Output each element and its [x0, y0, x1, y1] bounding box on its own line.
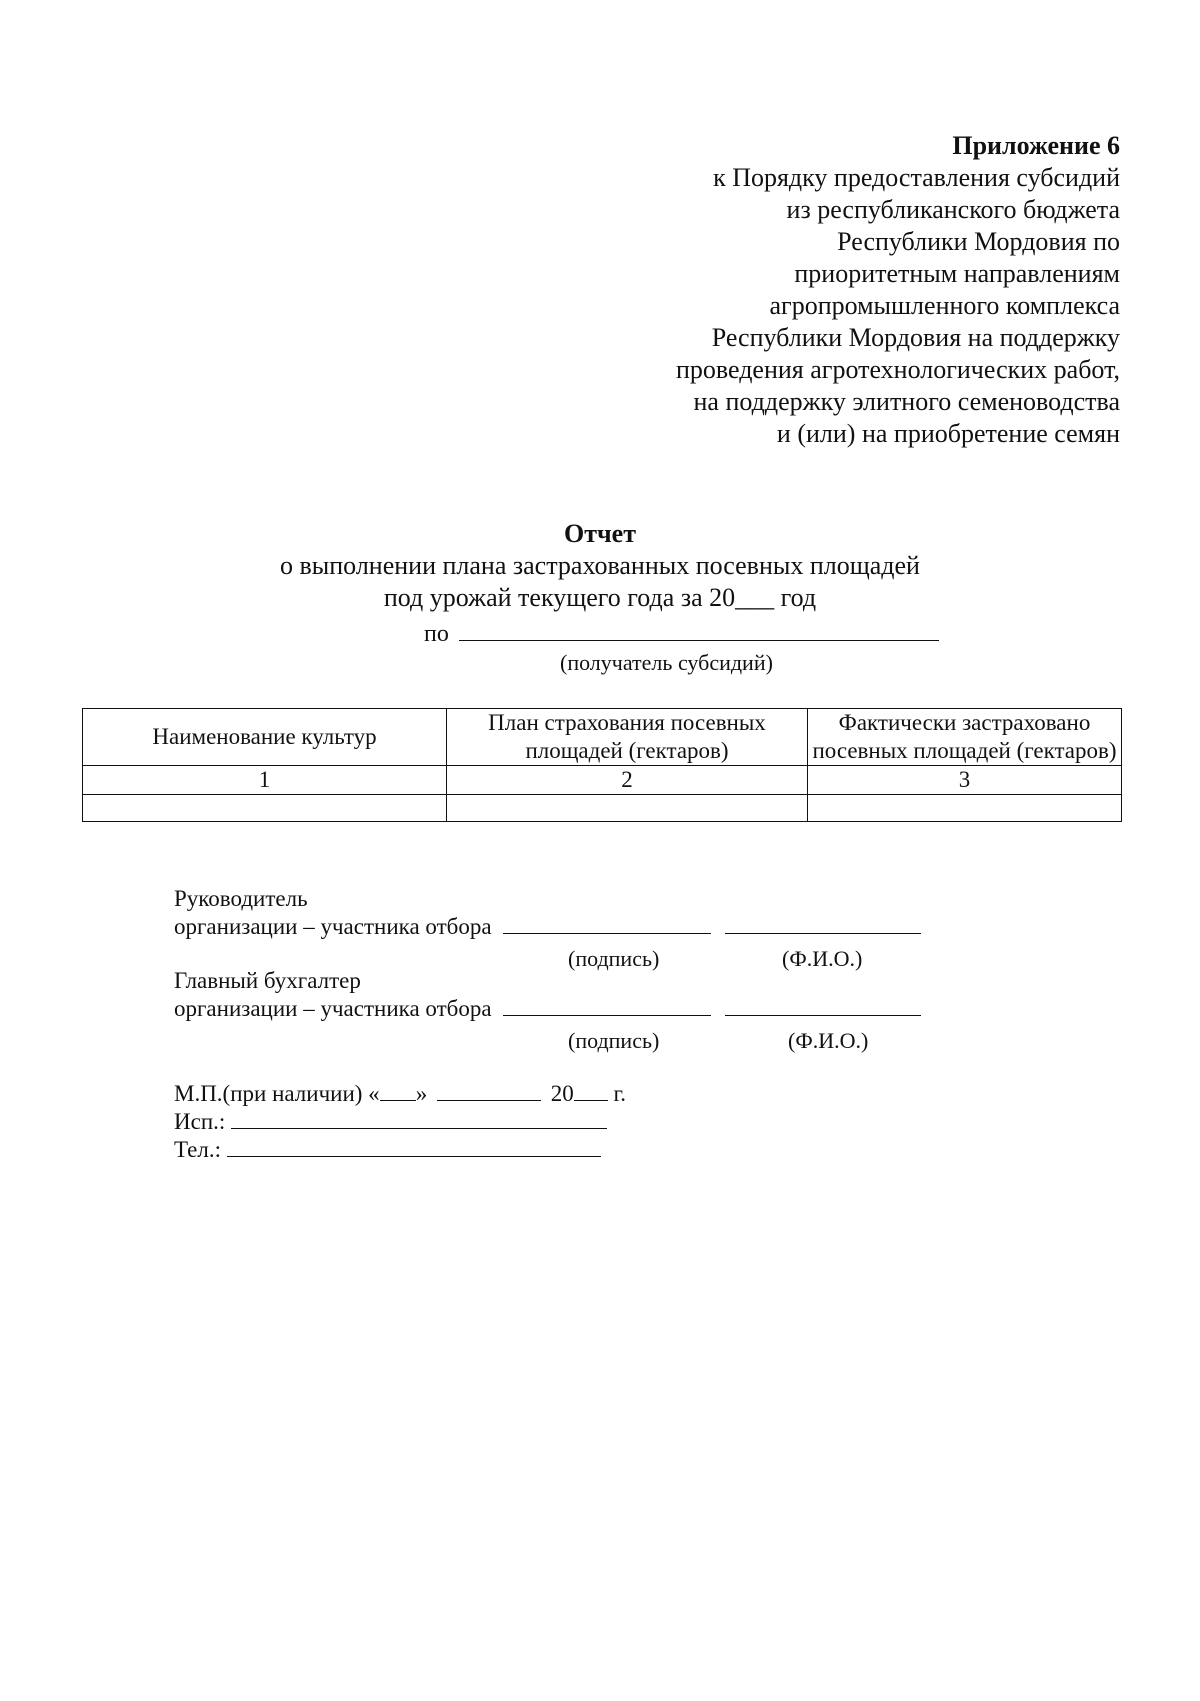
- appendix-line: к Порядку предоставления субсидий: [713, 163, 1120, 192]
- accountant-title: Главный бухгалтер: [174, 968, 361, 993]
- accountant-name-blank[interactable]: [725, 995, 921, 1016]
- head-name-caption: (Ф.И.О.): [782, 946, 863, 971]
- phone-line: [174, 1136, 626, 1164]
- recipient-blank[interactable]: [459, 618, 939, 641]
- table-number-row: [83, 766, 1122, 795]
- month-blank[interactable]: [437, 1080, 541, 1101]
- phone-blank[interactable]: [227, 1136, 601, 1157]
- appendix-line: агропромышленного комплекса: [769, 291, 1120, 320]
- report-subtitle-line2: под урожай текущего года за 20___ год: [383, 583, 817, 612]
- head-name-blank[interactable]: [725, 913, 921, 934]
- head-title: Руководитель: [174, 886, 308, 911]
- table-header-cell: Фактически застраховано посевных площадей (гектаров): [808, 709, 1122, 766]
- year-suffix: г.: [613, 1081, 627, 1106]
- recipient-caption: (получатель субсидий): [560, 650, 773, 675]
- stamp-date-line: [174, 1080, 626, 1108]
- stamp-label: М.П.(при наличии) «: [174, 1081, 380, 1106]
- year-prefix: 20: [550, 1081, 574, 1106]
- appendix-block: [520, 130, 1120, 450]
- phone-label: Тел.:: [174, 1137, 221, 1162]
- accountant-signature-block: [174, 967, 921, 1053]
- table-header-cell: План страхования посевных площадей (гектаров): [447, 709, 808, 766]
- executor-line: [174, 1108, 626, 1136]
- table-number-cell: 3: [808, 766, 1122, 795]
- head-signature-blank[interactable]: [503, 913, 711, 934]
- table-header-row: [83, 709, 1122, 766]
- footer-block: [174, 1080, 626, 1164]
- accountant-name-caption: (Ф.И.О.): [788, 1028, 869, 1053]
- appendix-line: и (или) на приобретение семян: [776, 419, 1120, 448]
- appendix-line: Республики Мордовия на поддержку: [711, 323, 1120, 352]
- quote-close: »: [415, 1081, 428, 1106]
- executor-blank[interactable]: [231, 1108, 607, 1129]
- table-header-cell: Наименование культур: [83, 709, 447, 766]
- report-heading: [0, 518, 1200, 614]
- appendix-line: на поддержку элитного семеноводства: [693, 387, 1120, 416]
- table-row: [83, 795, 1122, 822]
- report-title: Отчет: [564, 519, 636, 548]
- appendix-line: проведения агротехнологических работ,: [675, 355, 1120, 384]
- head-signature-caption: (подпись): [568, 946, 660, 971]
- table-number-cell: 2: [447, 766, 808, 795]
- report-table: [82, 708, 1122, 822]
- accountant-org-label: организации – участника отбора: [174, 996, 492, 1021]
- report-subtitle-line1: о выполнении плана застрахованных посевных площадей: [280, 551, 920, 580]
- executor-label: Исп.:: [174, 1109, 226, 1134]
- appendix-line: из республиканского бюджета: [786, 195, 1120, 224]
- day-blank[interactable]: [380, 1080, 416, 1101]
- appendix-line: Республики Мордовия по: [837, 227, 1120, 256]
- accountant-signature-blank[interactable]: [503, 995, 711, 1016]
- table-empty-cell[interactable]: [808, 795, 1122, 822]
- table-empty-cell[interactable]: [83, 795, 447, 822]
- appendix-title: Приложение 6: [952, 131, 1120, 160]
- recipient-field: [424, 618, 939, 649]
- recipient-label: по: [424, 621, 449, 647]
- head-signature-block: [174, 885, 921, 971]
- accountant-signature-caption: (подпись): [568, 1028, 660, 1053]
- table-number-cell: 1: [83, 766, 447, 795]
- appendix-line: приоритетным направлениям: [794, 259, 1120, 288]
- year-blank[interactable]: [574, 1080, 608, 1101]
- table-empty-cell[interactable]: [447, 795, 808, 822]
- head-org-label: организации – участника отбора: [174, 914, 492, 939]
